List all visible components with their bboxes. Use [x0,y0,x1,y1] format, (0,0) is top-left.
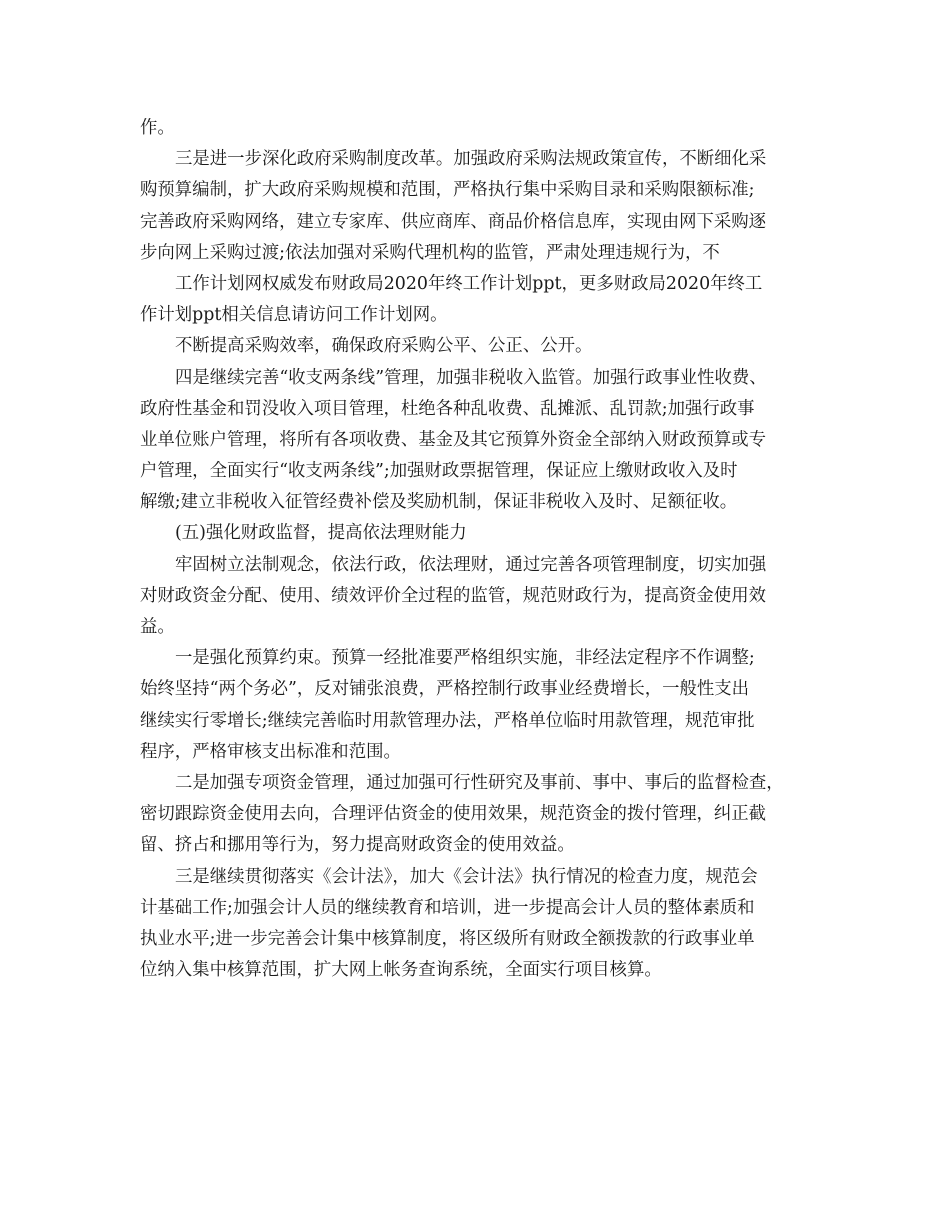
text-line: 步向网上采购过渡;依法加强对采购代理机构的监管，严肃处理违规行为，不 [140,242,720,263]
text-line: 二是加强专项资金管理，通过加强可行性研究及事前、事中、事后的监督检查， [175,772,784,793]
text-line: 益。 [140,617,175,637]
text-line: 程序，严格审核支出标准和范围。 [140,741,401,762]
document-body [140,113,830,986]
text-line: 户管理，全面实行“收支两条线”;加强财政票据管理，保证应上缴财政收入及时 [140,461,738,482]
text-line: 业单位账户管理，将所有各项收费、基金及其它预算外资金全部纳入财政预算或专 [140,429,767,450]
text-line: 继续实行零增长;继续完善临时用款管理办法，严格单位临时用款管理，规范审批 [140,710,755,731]
text-line: 留、挤占和挪用等行为，努力提高财政资金的使用效益。 [140,835,575,856]
text-line: 作计划ppt相关信息请访问工作计划网。 [140,305,448,326]
text-line: 完善政府采购网络，建立专家库、供应商库、商品价格信息库，实现由网下采购逐 [140,211,767,232]
text-line: (五)强化财政监督，提高依法理财能力 [175,523,467,544]
text-line: 四是继续完善“收支两条线”管理，加强非税收入监管。加强行政事业性收费、 [175,367,767,388]
text-line: 三是进一步深化政府采购制度改革。加强政府采购法规政策宣传，不断细化采 [175,149,767,170]
text-line: 对财政资金分配、使用、绩效评价全过程的监管，规范财政行为，提高资金使用效 [140,585,767,606]
text-line: 计基础工作;加强会计人员的继续教育和培训，进一步提高会计人员的整体素质和 [140,897,755,918]
text-line: 解缴;建立非税收入征管经费补偿及奖励机制，保证非税收入及时、足额征收。 [140,492,738,513]
text-line: 执业水平;进一步完善会计集中核算制度，将区级所有财政全额拨款的行政事业单 [140,928,755,949]
text-line: 三是继续贯彻落实《会计法》，加大《会计法》执行情况的检查力度，规范会 [175,866,758,887]
text-line: 购预算编制，扩大政府采购规模和范围，严格执行集中采购目录和采购限额标准; [140,180,755,201]
text-line: 工作计划网权威发布财政局2020年终工作计划ppt，更多财政局2020年终工 [175,273,763,294]
text-line: 政府性基金和罚没收入项目管理，杜绝各种乱收费、乱摊派、乱罚款;加强行政事 [140,398,755,419]
text-line: 牢固树立法制观念，依法行政，依法理财，通过完善各项管理制度，切实加强 [175,554,767,575]
text-line: 位纳入集中核算范围，扩大网上帐务查询系统，全面实行项目核算。 [140,960,662,981]
text-line: 作。 [140,118,175,138]
text-line: 不断提高采购效率，确保政府采购公平、公正、公开。 [175,336,593,357]
text-line: 密切跟踪资金使用去向，合理评估资金的使用效果，规范资金的拨付管理，纠正截 [140,804,767,825]
text-line: 一是强化预算约束。预算一经批准要严格组织实施，非经法定程序不作调整; [175,648,755,669]
text-line: 始终坚持“两个务必”，反对铺张浪费，严格控制行政事业经费增长，一般性支出 [140,679,750,700]
